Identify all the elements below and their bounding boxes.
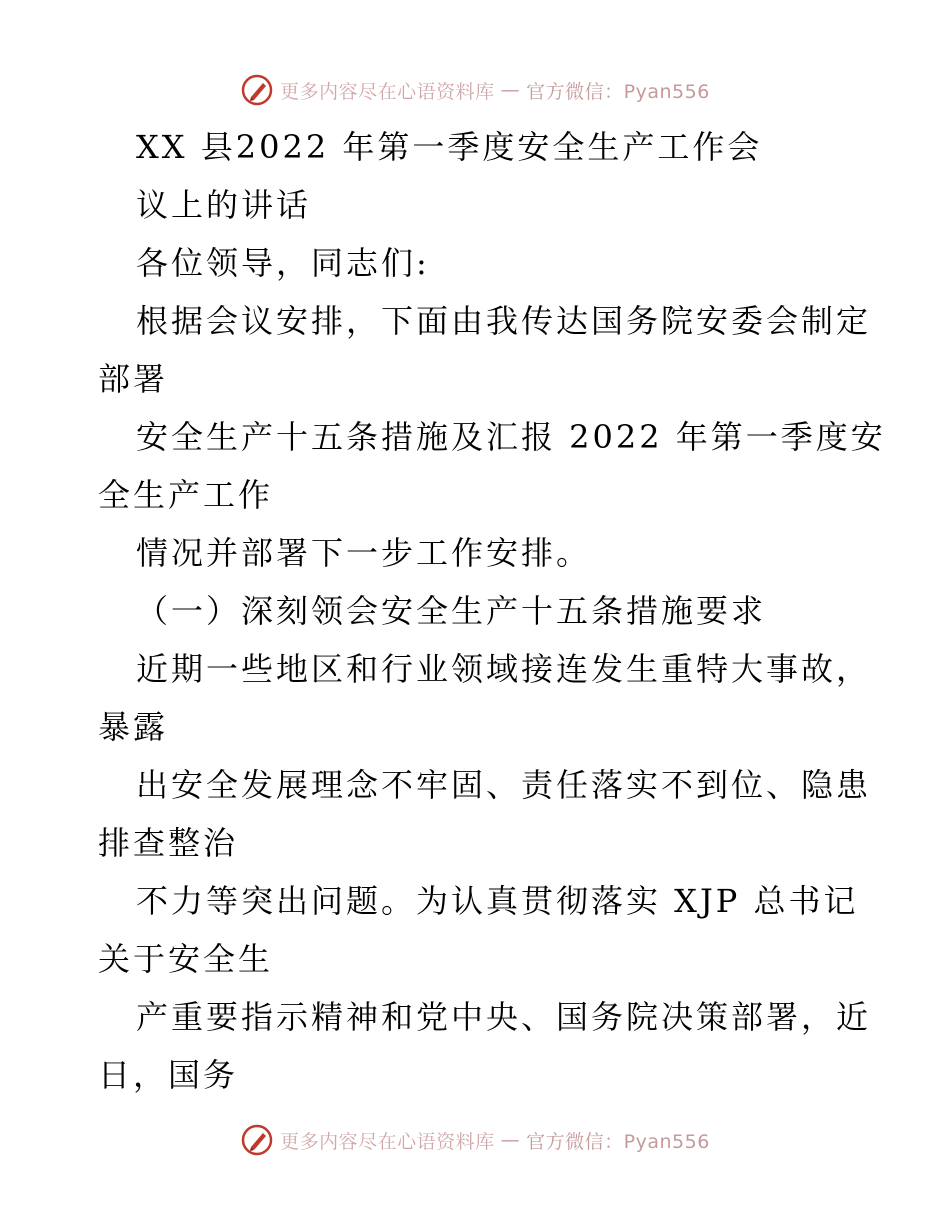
- header-watermark-banner: [0, 70, 950, 110]
- text-line: 根据会议安排，下面由我传达国务院安委会制定: [136, 302, 872, 340]
- banner-dash: —: [500, 1129, 521, 1151]
- text-line: XX 县2022 年第一季度安全生产工作会: [136, 128, 763, 166]
- text-line: 部署: [98, 360, 169, 398]
- text-line: 情况并部署下一步工作安排。: [136, 534, 592, 572]
- text-line: 出安全发展理念不牢固、责任落实不到位、隐患: [136, 766, 872, 804]
- footer-watermark-banner: [0, 1120, 950, 1160]
- banner-sub-text: 官方微信：Pyan556: [526, 1130, 710, 1153]
- text-line: 排查整治: [98, 824, 239, 862]
- text-line: 近期一些地区和行业领域接连发生重特大事故，: [136, 650, 872, 688]
- banner-sub-text: 官方微信：Pyan556: [526, 80, 710, 103]
- text-line: 暴露: [98, 708, 169, 746]
- pen-logo-icon: [240, 73, 274, 107]
- text-line: 安全生产十五条措施及汇报 2022 年第一季度安: [136, 418, 886, 456]
- banner-dash: —: [500, 79, 521, 101]
- banner-main-text: 更多内容尽在心语资料库: [280, 80, 495, 103]
- text-line: （一）深刻领会安全生产十五条措施要求: [136, 592, 767, 630]
- banner-main-text: 更多内容尽在心语资料库: [280, 1130, 495, 1153]
- text-line: 不力等突出问题。为认真贯彻落实 XJP 总书记: [136, 882, 859, 920]
- text-line: 关于安全生: [98, 940, 274, 978]
- text-line: 议上的讲话: [136, 186, 312, 224]
- text-line: 产重要指示精神和党中央、国务院决策部署，近: [136, 998, 872, 1036]
- text-line: 日，国务: [98, 1056, 239, 1094]
- text-line: 各位领导，同志们:: [136, 244, 430, 282]
- document-body: [98, 118, 886, 1104]
- pen-logo-icon: [240, 1123, 274, 1157]
- text-line: 全生产工作: [98, 476, 274, 514]
